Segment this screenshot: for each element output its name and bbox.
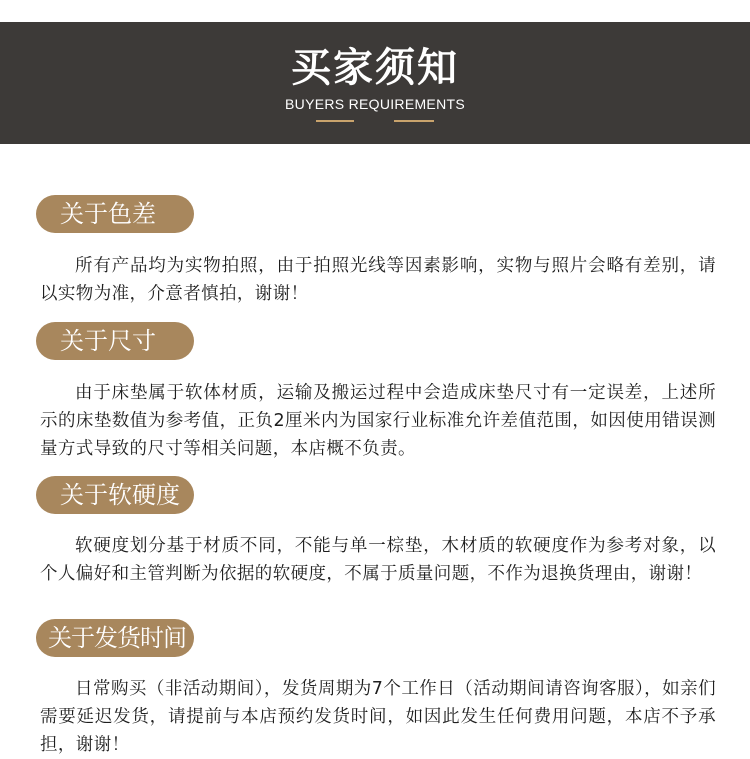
page-subtitle: BUYERS REQUIREMENTS [285,96,465,112]
section-body-shipping-time: 日常购买（非活动期间），发货周期为7个工作日（活动期间请咨询客服），如亲们需要延迟发货，请提前与本店预约发货时间，如因此发生任何费用问题，本店不予承担，谢谢！ [40,679,716,755]
page-title: 买家须知 [291,45,459,91]
section-title-shipping-time: 关于发货时间 [36,619,194,657]
section-title-size: 关于尺寸 [36,322,194,360]
page-header [0,22,750,144]
header-divider-right [394,120,434,122]
section-title-color-difference: 关于色差 [36,195,194,233]
section-body-firmness: 软硬度划分基于材质不同，不能与单一棕垫，木材质的软硬度作为参考对象，以个人偏好和主管判断为依据的软硬度，不属于质量问题，不作为退换货理由，谢谢！ [40,536,716,584]
section-title-firmness: 关于软硬度 [36,476,194,514]
section-body-color-difference: 所有产品均为实物拍照，由于拍照光线等因素影响，实物与照片会略有差别，请以实物为准，介意者慎拍，谢谢！ [40,256,716,304]
header-divider-left [316,120,354,122]
section-body-size: 由于床垫属于软体材质，运输及搬运过程中会造成床垫尺寸有一定误差，上述所示的床垫数值为参考值，正负2厘米内为国家行业标准允许差值范围，如因使用错误测量方式导致的尺寸等相关问题，本店概不负责。 [40,383,716,459]
